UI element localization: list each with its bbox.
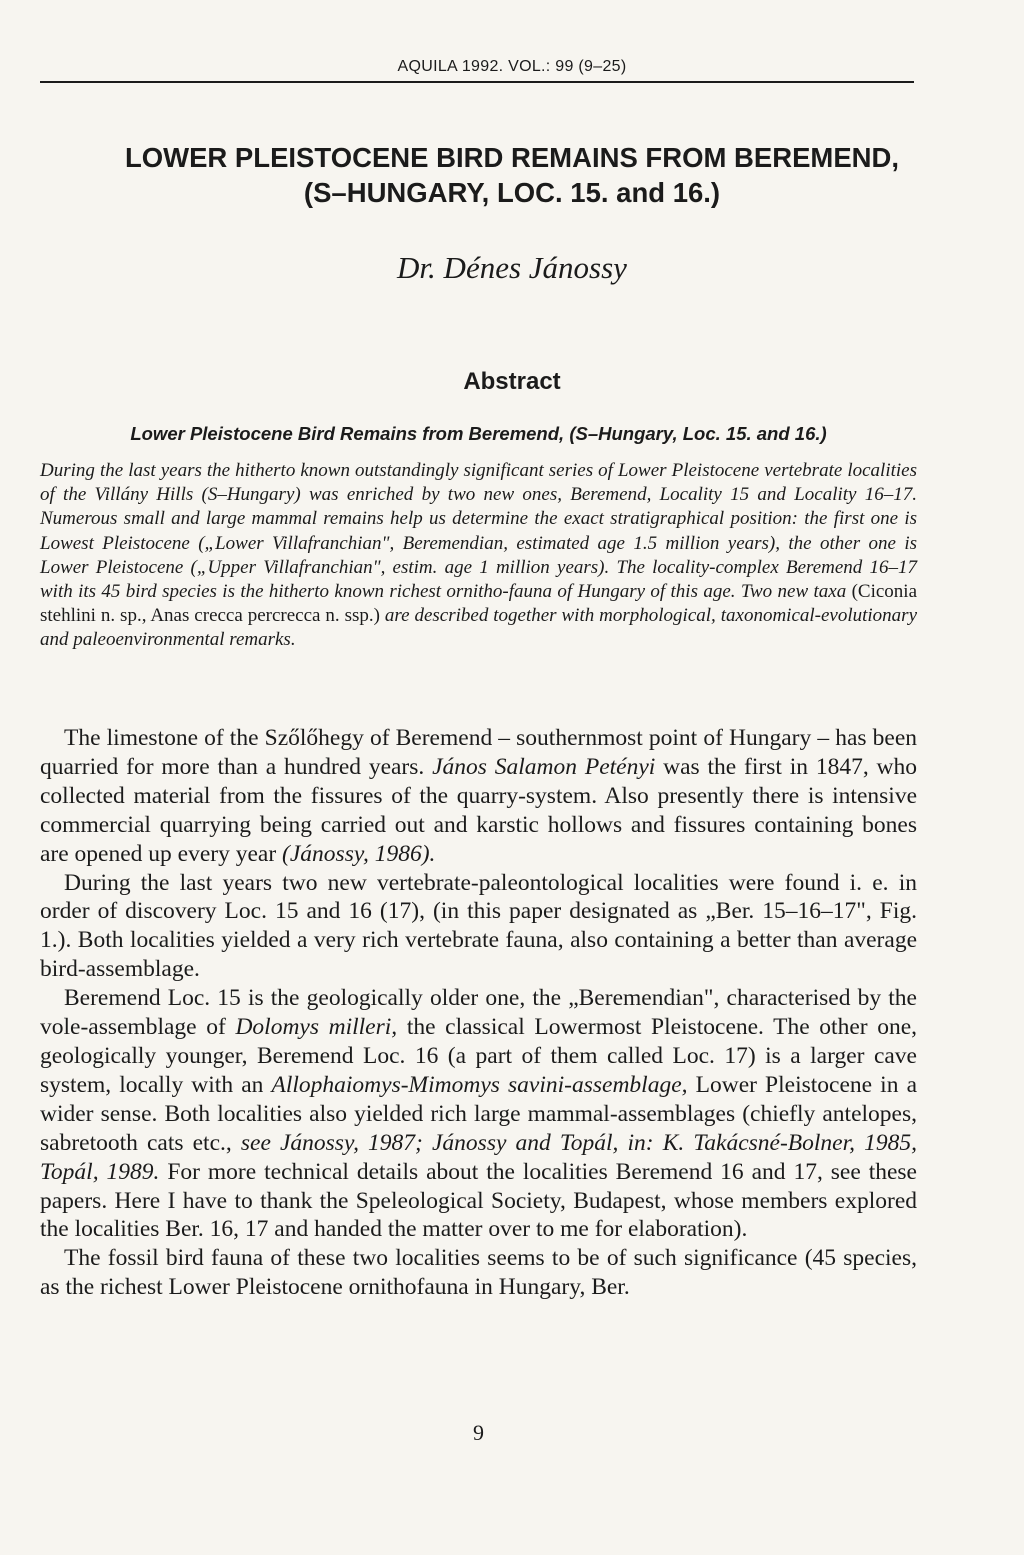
p3-text-c: the classical Lowermost Pleistocene. The other one, geologically younger, Beremend Loc. 16 (a part of them called Loc. 17) is a larger cave system, locally with an (40, 1014, 918, 1098)
p2-text: During the last years two new vertebrate-paleontological localities were found i. e. in order of discovery Loc. 15 and 16 (17), (in this paper designated as „Ber. 15–16–17", Fig. 1.). Both localities yielded a very rich vertebrate fauna, also containing a better than average bird-assemblage. (40, 869, 917, 983)
abstract-title: Lower Pleistocene Bird Remains from Beremend, (S–Hungary, Loc. 15. and 16.) (130, 423, 827, 444)
p3-text-g: For more technical details about the localities Beremend 16 and 17, see these papers. Here I have to thank the Speleological Society, Budapest, whose members explored the localities Ber. 16, 17 and handed the matter over to me for elaboration). (40, 1158, 917, 1243)
body-text (40, 724, 917, 1302)
p1-text-c: was the first in 1847, who collected material from the fissures of the quarry-system. Also presently there is intensive commercial quarrying being carried out and karstic hollows and fissures containing bones are opened up every year (40, 753, 917, 867)
page-number: 9 (473, 1420, 484, 1445)
running-head: AQUILA 1992. VOL.: 99 (9–25) (397, 58, 627, 75)
p1-name: János Salamon Petényi (432, 753, 656, 780)
body-paragraph-3 (40, 984, 917, 1244)
abstract-text (40, 459, 917, 653)
p3-taxon-1: Dolomys milleri, (235, 1014, 398, 1041)
page (40, 0, 984, 1555)
p3-taxon-2: Allophaiomys-Mimomys savini-assemblage, (271, 1071, 688, 1098)
abstract-part-1: During the last years the hitherto known outstandingly significant series of Lower Pleistocene vertebrate localities of the Villány Hills (S–Hungary) was enriched by two new ones, Beremend, Locality 15 and Locality 16–17. Numerous small and large mammal remains help us determine the exact stratigraphical position: the first one is Lowest Pleistocene („Lower Villafranchian", Beremendian, estimated age 1.5 million years), the other one is Lower Pleistocene („Upper Villafranchian", estim. age 1 million years). The locality-complex Beremend 16–17 with its 45 bird species is the hitherto known richest ornitho-fauna of Hungary of this age. Two new taxa (40, 460, 917, 603)
article-title (40, 140, 984, 210)
body-paragraph-4 (40, 1244, 917, 1302)
abstract-part-3: are described together with morphological, taxonomical-evolutionary and paleoenvironmental remarks. (40, 605, 918, 651)
header-rule (40, 81, 914, 83)
title-line-1: LOWER PLEISTOCENE BIRD REMAINS FROM BEREMEND, (124, 142, 900, 173)
abstract-taxa: (Ciconia stehlini n. sp., Anas crecca percrecca n. ssp.) (40, 581, 918, 627)
p1-text-a: The limestone of the Szőlőhegy of Beremend – southernmost point of Hungary – has been quarried for more than a hundred years. (40, 725, 917, 780)
author: Dr. Dénes Jánossy (397, 250, 627, 285)
p3-text-e: Lower Pleistocene in a wider sense. Both localities also yielded rich large mammal-assemblages (chiefly antelopes, sabretooth cats etc., (40, 1071, 917, 1156)
p3-citations: see Jánossy, 1987; Jánossy and Topál, in: K. Takácsné-Bolner, 1985, Topál, 1989. (40, 1129, 917, 1185)
body-paragraph-1 (40, 724, 917, 869)
p3-text-a: Beremend Loc. 15 is the geologically older one, the „Beremendian", characterised by the vole-assemblage of (40, 985, 917, 1041)
p1-citation: (Jánossy, 1986). (282, 840, 436, 867)
p4-text: The fossil bird fauna of these two localities seems to be of such significance (45 species, as the richest Lower Pleistocene ornithofauna in Hungary, Ber. (40, 1245, 917, 1301)
title-line-2: (S–HUNGARY, LOC. 15. and 16.) (303, 177, 721, 208)
abstract-heading: Abstract (463, 368, 561, 395)
body-paragraph-2 (40, 869, 917, 985)
